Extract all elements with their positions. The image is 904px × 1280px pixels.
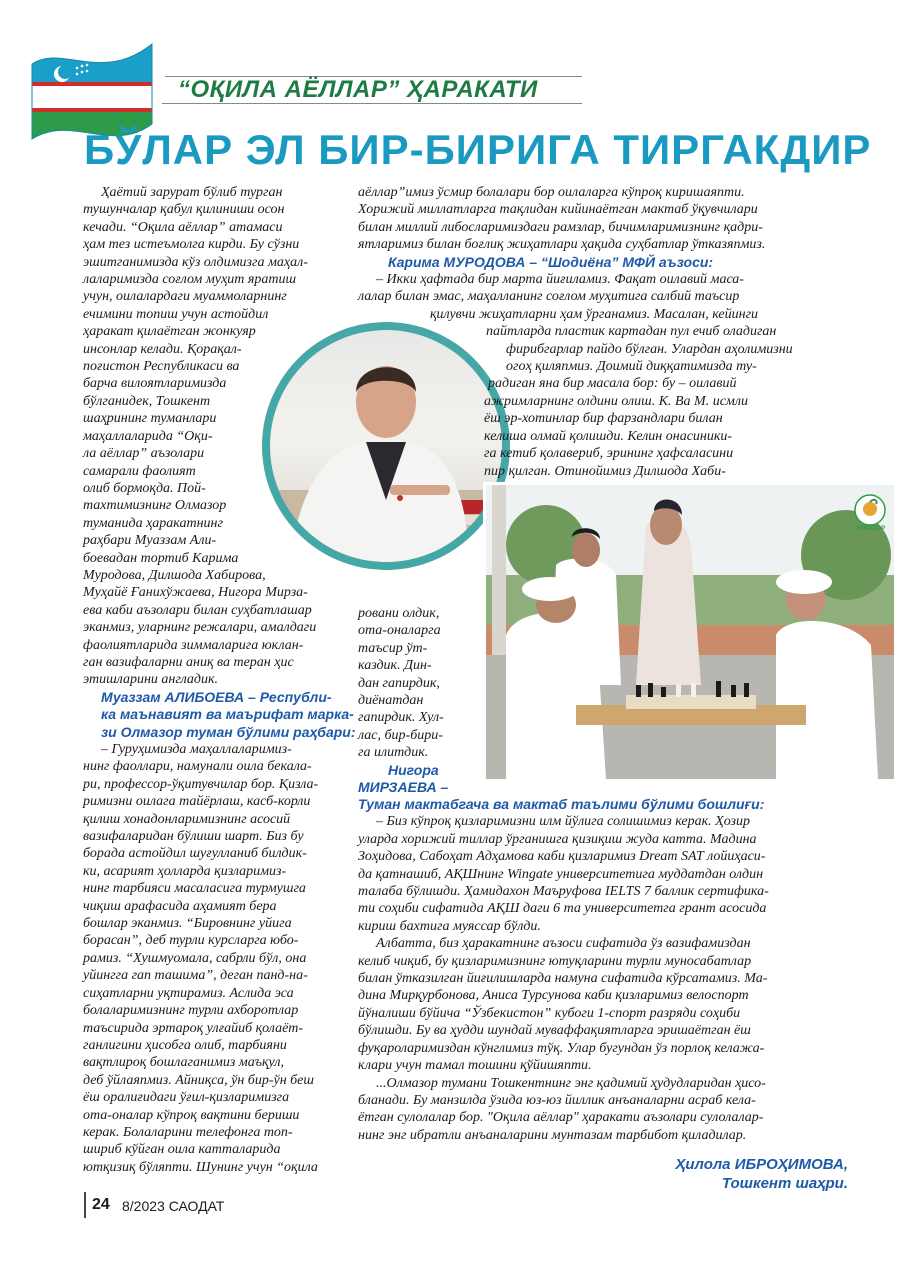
text-line: Муаззам АЛИБОЕВА – Республи- bbox=[101, 688, 332, 705]
text-line: ҳаракат қилаётган жонкуяр bbox=[83, 324, 256, 340]
text-line: вақтлироқ бошлаганимиз маъқул, bbox=[83, 1055, 284, 1071]
speaker-heading-mirzaeva-a: Нигора bbox=[388, 761, 439, 778]
text-line: клари учун тамал тошини қўйишяпти. bbox=[358, 1058, 592, 1074]
text-line: сиҳатларни уқтирамиз. Аслида эса bbox=[83, 985, 294, 1001]
text-line: ева каби аъзолари билан суҳбатлашар bbox=[83, 602, 312, 618]
text-line: ки, асарият ҳолларда қизларимиз- bbox=[83, 863, 287, 879]
text-line: кириш бахтига муяссар бўлди. bbox=[358, 918, 541, 934]
text-line: ти соҳиби сифатида АҚШ даги 6 та университетга грант асосида bbox=[358, 901, 767, 917]
speaker-heading-alibaeva bbox=[83, 688, 356, 741]
text-line: да қатнашиб, АҚШнинг Wingate университетига муддатдан олдин bbox=[358, 866, 764, 882]
text-line: радиган яна бир масала бор: бу – оилавий bbox=[488, 376, 737, 392]
text-line: зи Олмазор туман бўлими раҳбари: bbox=[101, 723, 356, 740]
speaker-heading-murodova: Карима МУРОДОВА – “Шодиёна” МФЙ аъзоси: bbox=[388, 253, 714, 270]
text-line: бўлганидек, Тошкент bbox=[83, 393, 211, 409]
text-line: Хорижий миллатларга тақлидан кийинаётган мактаб ўқувчилари bbox=[358, 202, 758, 218]
paragraph-mirzaeva-1 bbox=[358, 813, 853, 935]
text-line: огоҳ қиляпмиз. Доимий диққатимизда ту- bbox=[506, 359, 757, 375]
text-line: Ҳаётий зарурат бўлиб турган bbox=[101, 185, 283, 200]
text-line: чиқиш арафасида аҳамият бера bbox=[83, 898, 277, 914]
badge-label: ОЛМАЗОР bbox=[854, 526, 886, 532]
chess-scene-icon bbox=[486, 485, 894, 779]
text-line: бошлар эканмиз. “Бировнинг уйига bbox=[83, 916, 292, 932]
text-line: нинг фаоллари, намунали оила бекала- bbox=[83, 759, 312, 775]
text-line: лаларимизда соғлом муҳит яратиш bbox=[83, 272, 297, 288]
text-line: ганлигини ҳисобга олиб, тарбияни bbox=[83, 1037, 287, 1053]
text-line: олиб бормоқда. Пой- bbox=[83, 480, 206, 496]
text-line: тушунчалар қабул қилиниши осон bbox=[83, 202, 285, 218]
text-line: дан гапирдик, bbox=[358, 675, 440, 691]
text-line: пир қилган. Отинойимиз Дилшода Хаби- bbox=[484, 463, 726, 479]
text-line: диёнатдан bbox=[358, 693, 424, 709]
text-line: поғистон Республикаси ва bbox=[83, 359, 240, 375]
text-line: ка маънавият ва маърифат марка- bbox=[101, 706, 354, 723]
text-line: керак. Болаларини телефонга топ- bbox=[83, 1124, 293, 1140]
text-line: Албатта, биз ҳаракатнинг аъзоси сифатида ўз вазифамиздан bbox=[376, 936, 751, 952]
text-line: нинг тарбияси масаласига турмушга bbox=[83, 881, 306, 897]
text-line: ютқизиқ бўляпти. Шунинг учун “оқила bbox=[83, 1159, 318, 1175]
text-line: туманида ҳаракатнинг bbox=[83, 515, 223, 531]
text-line: маҳаллаларида “Оқи- bbox=[83, 428, 213, 444]
text-line: уларда хорижий тиллар ўрганишга қизиқиш жуда катта. Мадина bbox=[358, 831, 757, 847]
text-line: дина Мирқурбонова, Аниса Турсунова каби қизларимиз велоспорт bbox=[358, 988, 749, 1004]
text-line: Зоҳидова, Сабоҳат Адҳамова каби қизларимиз Dream SAT лойиҳаси- bbox=[358, 849, 766, 865]
text-line: раҳбари Муаззам Али- bbox=[83, 533, 217, 549]
text-line: ечимини топиш учун астойдил bbox=[83, 306, 269, 322]
narrow-column bbox=[358, 605, 466, 796]
text-line: ота-оналарга bbox=[358, 623, 441, 639]
rubric-title: “ОҚИЛА АЁЛЛАР” ҲАРАКАТИ bbox=[178, 76, 538, 103]
issue-label: 8/2023 САОДАТ bbox=[122, 1198, 225, 1214]
text-line: нинг энг ибратли анъаналарини мунтазам тарбибот қиладилар. bbox=[358, 1127, 747, 1143]
text-line: шаҳрининг туманлари bbox=[83, 411, 217, 427]
author-place: Тошкент шаҳри. bbox=[721, 1175, 848, 1192]
left-column bbox=[83, 184, 356, 1176]
text-line: ...Олмазор тумани Тошкентнинг энг қадимий ҳудудларидан ҳисо- bbox=[376, 1075, 766, 1091]
text-line: инсонлар келади. Қорақал- bbox=[83, 341, 242, 357]
text-line: ёш оралиғидаги ўғил-қизларимизга bbox=[83, 1090, 290, 1106]
text-line: ри, профессор-ўқитувчилар бор. Қизла- bbox=[83, 776, 319, 792]
text-line: пайтларда пластик картадан пул ечиб оладиган bbox=[486, 324, 777, 340]
quote-murodova bbox=[358, 271, 853, 480]
text-line: рамиз. “Хушмуомала, сабрли бўл, она bbox=[83, 950, 307, 966]
text-line: ота-оналар кўпроқ вақтини бериши bbox=[83, 1107, 300, 1123]
text-line: фирибгарлар пайдо бўлган. Улардан аҳолимизни bbox=[506, 341, 793, 357]
right-column-bottom bbox=[358, 797, 853, 1144]
olmazor-badge-logo bbox=[848, 492, 892, 532]
text-line: эканмиз, уларнинг режалари, амалдаги bbox=[83, 620, 317, 636]
text-line: – Биз кўпроқ қизларимизни илм йўлига солишимиз керак. Ҳозир bbox=[376, 814, 751, 830]
text-line: қилувчи жиҳатларни ҳам ўрганамиз. Масалан, кейинги bbox=[430, 306, 759, 322]
text-line: учун, оилалардаги муаммоларнинг bbox=[83, 289, 287, 305]
text-line: ган вазифаларни аниқ ва теран ҳис bbox=[83, 654, 294, 670]
text-line: йўналиши бўйича “Ўзбекистон” кубоги 1-спорт разряди соҳиби bbox=[358, 1005, 741, 1021]
text-line: ровани олдик, bbox=[358, 606, 440, 621]
text-line: таъсир ўт- bbox=[358, 640, 428, 656]
text-line: вазифаларидан бўлиши шарт. Биз бу bbox=[83, 829, 304, 845]
text-line: тахтимизнинг Олмазор bbox=[83, 498, 227, 514]
text-line: фуқароларимиздан кўнглимиз тўқ. Улар бугундан ўз порлоқ келажа- bbox=[358, 1040, 765, 1056]
article-headline: БЎЛАР ЭЛ БИР-БИРИГА ТИРГАКДИР bbox=[84, 126, 872, 173]
text-line: билан миллий либосларимиздаги рамзлар, бичимларимизнинг қадри- bbox=[358, 219, 763, 235]
quote-alibaeva bbox=[83, 741, 345, 1176]
text-line: бланади. Бу манзилда ўзида юз-юз йиллик анъаналарни асраб кела- bbox=[358, 1092, 756, 1108]
text-line: лалар билан эмас, маҳалланинг соғлом муҳитига салбий таъсир bbox=[358, 289, 740, 305]
text-line: билан ўтказилган йиғилишларда намуна сифатида кўрсатамиз. Ма- bbox=[358, 971, 768, 987]
text-line: Муҳайё Ғаниxўжаева, Нигора Мирза- bbox=[83, 585, 308, 601]
text-line: ҳам тез истеъмолга кирди. Бу сўзни bbox=[83, 237, 300, 253]
text-line: ла аёллар” аъзолари bbox=[83, 446, 205, 462]
text-line: – Икки ҳафтада бир марта йиғиламиз. Фақат оилавий маса- bbox=[376, 272, 744, 288]
chess-event-photo bbox=[483, 482, 897, 782]
text-line: келиша олмай қолишди. Келин онасиники- bbox=[484, 428, 733, 444]
text-line: деб ўйлаяпмиз. Айниқса, ўн бир-ўн беш bbox=[83, 1072, 314, 1088]
right-column-top bbox=[358, 184, 853, 480]
text-line: аёллар”имиз ўсмир болалари бор оилаларга кўпроқ киришаяпти. bbox=[358, 185, 745, 200]
text-line: борасан”, деб турли курсларга юбо- bbox=[83, 933, 299, 949]
speaker-heading-mirzaeva-c: Туман мактабгача ва мактаб таълими бўлими бошлиғи: bbox=[358, 796, 765, 812]
author-name: Ҳилола ИБРОҲИМОВА, bbox=[675, 1156, 848, 1173]
text-line: гапирдик. Хул- bbox=[358, 710, 444, 726]
text-line: га илитдик. bbox=[358, 745, 429, 761]
text-line: лас, бир-бири- bbox=[358, 727, 443, 743]
text-line: таъсирида эртароқ улғайиб қолаёт- bbox=[83, 1020, 304, 1036]
paragraph-closing bbox=[358, 1075, 853, 1145]
continued-text bbox=[358, 184, 853, 254]
text-line: қилиш хонадонларимизнинг асосий bbox=[83, 811, 291, 827]
text-line: – Гуруҳимизда маҳаллаларимиз- bbox=[101, 742, 292, 757]
text-line: ажримларнинг олдини олиш. К. Ва М. исмли bbox=[484, 393, 748, 409]
text-line: ётган сулолалар бор. "Оқила аёллар" ҳаракати аъзолари сулолалар- bbox=[358, 1110, 764, 1126]
text-line: боевадан тортиб Карима bbox=[83, 550, 239, 566]
text-line: талаба бўлишди. Ҳамидахон Маъруфова IELTS 7 баллик сертифика- bbox=[358, 884, 769, 900]
text-line: каздик. Дин- bbox=[358, 658, 432, 674]
text-line: ёш эр-хотинлар бир фарзандлари билан bbox=[484, 411, 723, 427]
text-line: шириб кўйган оила катталарида bbox=[83, 1142, 281, 1158]
text-line: ятларимиз билан боғлиқ жиҳатлари ҳақида суҳбатлар ўтказяпмиз. bbox=[358, 237, 766, 253]
page-number: 24 bbox=[92, 1196, 110, 1213]
text-line: келиб чиқиб, бу қизларимизнинг ютуқларини турли муносабатлар bbox=[358, 953, 752, 969]
author-signature bbox=[600, 1155, 848, 1193]
narrow-text bbox=[358, 605, 466, 762]
text-line: уйингга гап ташима”, деган панд-на- bbox=[83, 968, 308, 984]
text-line: этишларини англадик. bbox=[83, 672, 219, 688]
paragraph-mirzaeva-2 bbox=[358, 935, 853, 1074]
footer-divider bbox=[84, 1192, 86, 1218]
text-line: кечади. “Оқила аёллар” атамаси bbox=[83, 219, 283, 235]
text-line: болаларимизнинг турли ахборотлар bbox=[83, 1003, 299, 1019]
speaker-heading-mirzaeva-b: МИРЗАЕВА – bbox=[358, 779, 449, 796]
text-line: га кетиб қолавериб, эрининг ҳафсаласини bbox=[484, 446, 734, 462]
text-line: Муродова, Дилшода Хабирова, bbox=[83, 567, 266, 583]
text-line: эшитганимизда кўз олдимизга маҳал- bbox=[83, 254, 308, 270]
text-line: фаолиятларида зиммаларига юклан- bbox=[83, 637, 304, 653]
text-line: римизни оилага тайёрлаш, касб-корли bbox=[83, 794, 311, 810]
text-line: бўлишди. Бу ва ҳудди шундай муваффақиятларга эришаётган ёш bbox=[358, 1023, 751, 1039]
text-line: барча вилоятларимизда bbox=[83, 376, 227, 392]
text-line: борада астойдил шуғулланиб билдик- bbox=[83, 846, 307, 862]
text-line: самарали фаолият bbox=[83, 463, 196, 479]
